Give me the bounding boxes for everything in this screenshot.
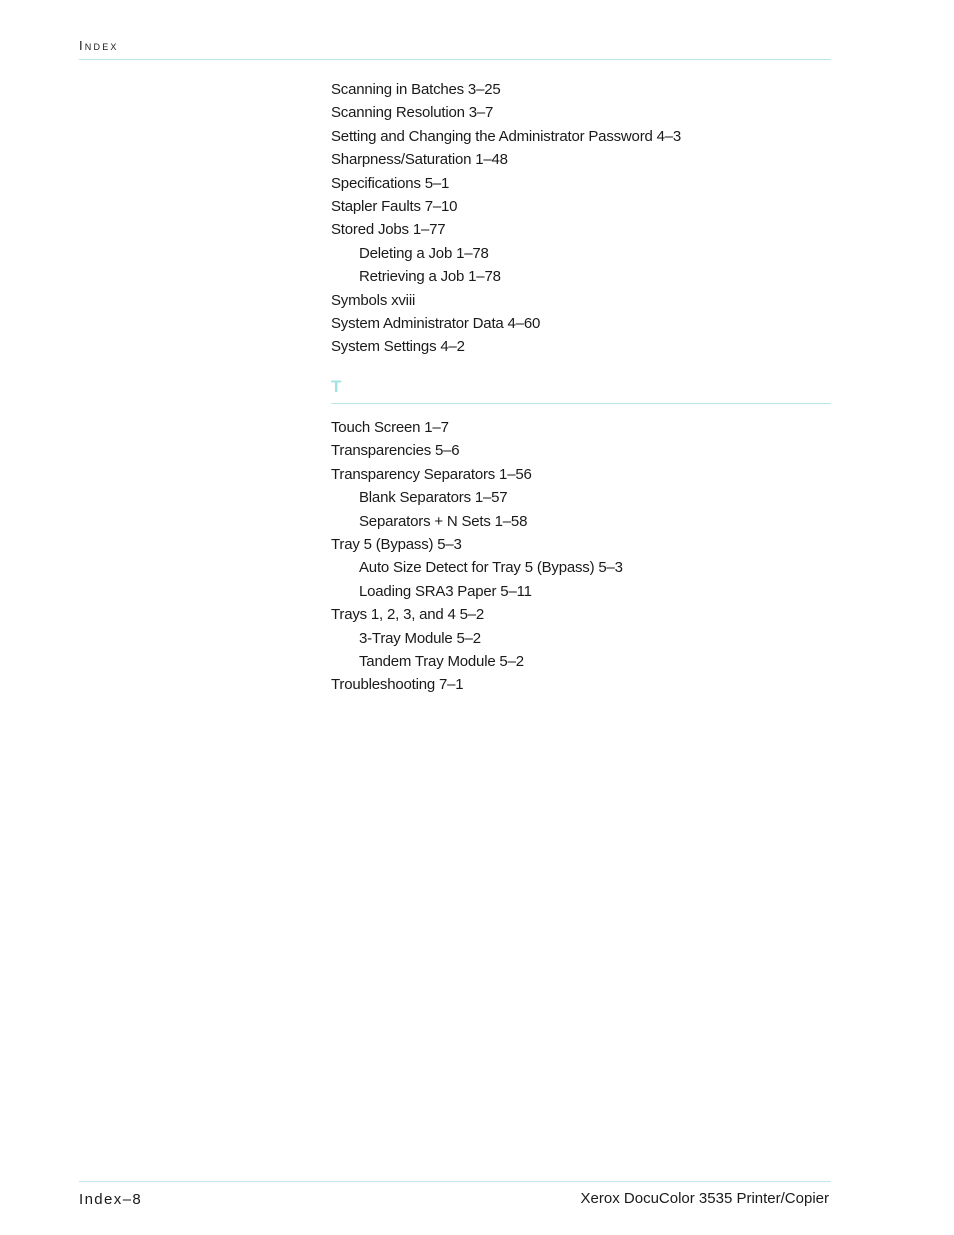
index-subentry: Blank Separators 1–57: [359, 489, 508, 507]
footer-rule: [79, 1181, 831, 1182]
index-list-t: [331, 416, 623, 697]
index-entry: Scanning Resolution 3–7: [331, 104, 494, 122]
index-subentry: 3-Tray Module 5–2: [359, 629, 481, 647]
index-entry: System Administrator Data 4–60: [331, 314, 541, 332]
section-letter-t: T: [331, 377, 342, 396]
index-entry: Stored Jobs 1–77: [331, 221, 446, 239]
index-entry: Sharpness/Saturation 1–48: [331, 151, 508, 169]
index-entry: System Settings 4–2: [331, 338, 465, 356]
index-subentry: Tandem Tray Module 5–2: [359, 652, 524, 670]
index-entry: Transparencies 5–6: [331, 442, 460, 460]
index-entry: Touch Screen 1–7: [331, 419, 449, 436]
index-entry: Trays 1, 2, 3, and 4 5–2: [331, 606, 485, 624]
index-subentry: Auto Size Detect for Tray 5 (Bypass) 5–3: [359, 559, 623, 577]
index-entry: Transparency Separators 1–56: [331, 465, 532, 483]
footer-product-name: Xerox DocuColor 3535 Printer/Copier: [580, 1190, 829, 1207]
index-subentry: Retrieving a Job 1–78: [359, 268, 501, 286]
index-entry: Scanning in Batches 3–25: [331, 81, 501, 98]
index-entry: Stapler Faults 7–10: [331, 197, 458, 215]
header-rule: [79, 59, 831, 60]
index-subentry: Separators + N Sets 1–58: [359, 512, 528, 530]
index-entry: Setting and Changing the Administrator Password 4–3: [331, 127, 682, 145]
index-subentry: Loading SRA3 Paper 5–11: [359, 582, 532, 600]
index-entry: Symbols xviii: [331, 291, 416, 309]
index-entry: Tray 5 (Bypass) 5–3: [331, 535, 462, 553]
running-header: Index: [79, 38, 119, 53]
index-subentry: Deleting a Job 1–78: [359, 244, 489, 262]
index-entry: Troubleshooting 7–1: [331, 676, 464, 694]
section-rule: [331, 403, 831, 404]
index-entry: Specifications 5–1: [331, 174, 450, 192]
index-list-s: [331, 78, 681, 359]
footer-page-number: Index–8: [79, 1191, 143, 1208]
